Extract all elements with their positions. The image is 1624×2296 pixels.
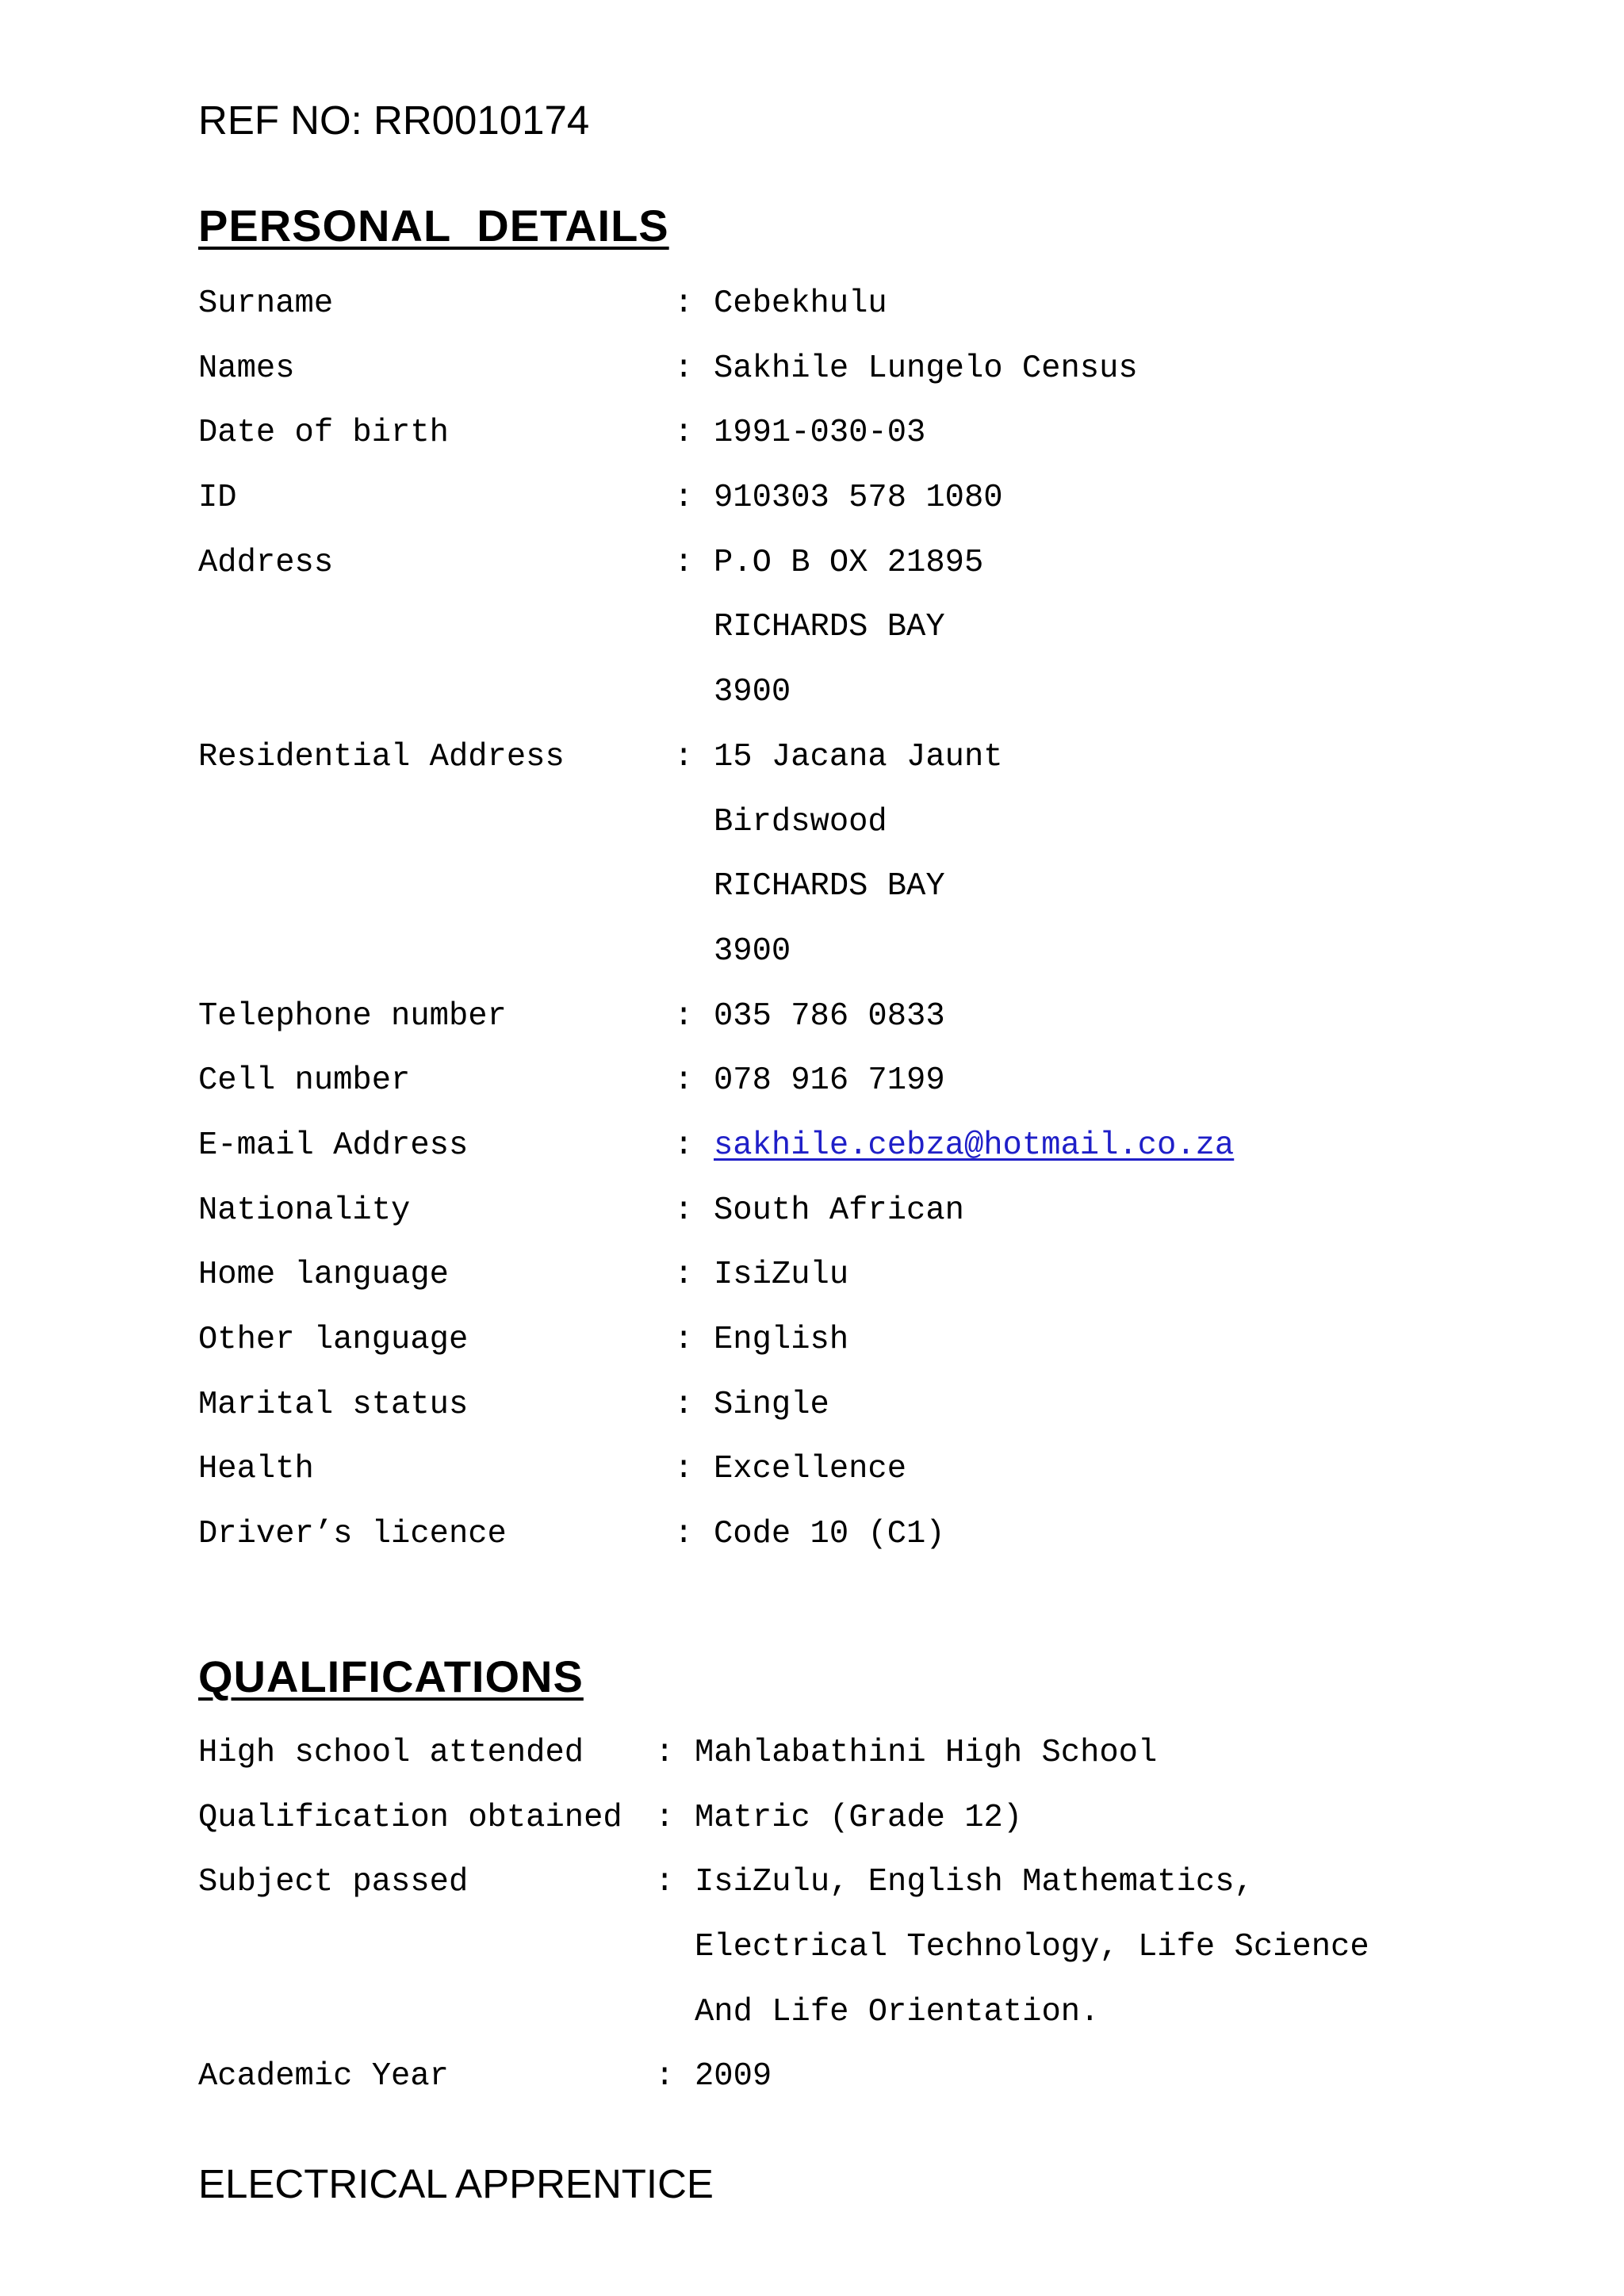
- subjects-line: And Life Orientation.: [695, 1993, 1100, 2030]
- health-value: Excellence: [714, 1451, 907, 1488]
- separator: :: [674, 738, 694, 775]
- residential-address-line: 3900: [714, 932, 791, 970]
- high-school-label: High school attended: [198, 1735, 584, 1771]
- dob-label: Date of birth: [198, 415, 449, 452]
- separator: :: [674, 1192, 694, 1229]
- drivers-licence-label: Driver’s licence: [198, 1516, 507, 1553]
- separator: :: [674, 1516, 694, 1553]
- telephone-value: 035 786 0833: [714, 997, 945, 1035]
- names-value: Sakhile Lungelo Census: [714, 350, 1138, 387]
- address-label: Address: [198, 544, 334, 581]
- qualification-label: Qualification obtained: [198, 1799, 622, 1836]
- reference-number: REF NO: RR0010174: [198, 98, 590, 143]
- cell-value: 078 916 7199: [714, 1062, 945, 1100]
- qualifications-heading: QUALIFICATIONS: [198, 1651, 584, 1701]
- separator: :: [674, 415, 694, 452]
- separator: :: [674, 1257, 694, 1294]
- names-label: Names: [198, 350, 295, 387]
- marital-status-label: Marital status: [198, 1386, 469, 1423]
- home-language-value: IsiZulu: [714, 1257, 849, 1294]
- high-school-value: Mahlabathini High School: [695, 1735, 1158, 1771]
- separator: :: [655, 2058, 675, 2095]
- personal-details-heading: PERSONAL DETAILS: [198, 201, 669, 251]
- email-link[interactable]: sakhile.cebza@hotmail.co.za: [714, 1127, 1235, 1164]
- id-value: 910303 578 1080: [714, 480, 1003, 517]
- address-line: 3900: [714, 674, 791, 711]
- electrical-apprentice-heading: ELECTRICAL APPRENTICE: [198, 2161, 714, 2206]
- home-language-label: Home language: [198, 1257, 449, 1294]
- residential-address-line: RICHARDS BAY: [714, 868, 945, 905]
- drivers-licence-value: Code 10 (C1): [714, 1516, 945, 1553]
- residential-address-line: Birdswood: [714, 803, 887, 840]
- dob-value: 1991-030-03: [714, 415, 926, 452]
- separator: :: [674, 1127, 694, 1164]
- nationality-label: Nationality: [198, 1192, 411, 1229]
- other-language-value: English: [714, 1322, 849, 1358]
- marital-status-value: Single: [714, 1386, 829, 1423]
- separator: :: [674, 1386, 694, 1423]
- surname-value: Cebekhulu: [714, 285, 887, 322]
- separator: :: [674, 544, 694, 581]
- surname-label: Surname: [198, 285, 334, 322]
- separator: :: [674, 1322, 694, 1358]
- email-label: E-mail Address: [198, 1127, 469, 1164]
- academic-year-label: Academic Year: [198, 2058, 449, 2095]
- separator: :: [674, 997, 694, 1035]
- nationality-value: South African: [714, 1192, 964, 1229]
- subjects-line: IsiZulu, English Mathematics,: [695, 1864, 1254, 1901]
- separator: :: [674, 350, 694, 387]
- separator: :: [655, 1864, 675, 1901]
- separator: :: [674, 480, 694, 517]
- health-label: Health: [198, 1451, 314, 1488]
- separator: :: [674, 1062, 694, 1100]
- cell-label: Cell number: [198, 1062, 411, 1100]
- telephone-label: Telephone number: [198, 997, 507, 1035]
- subjects-label: Subject passed: [198, 1864, 469, 1901]
- address-line: RICHARDS BAY: [714, 609, 945, 646]
- id-label: ID: [198, 480, 237, 517]
- separator: :: [674, 1451, 694, 1488]
- separator: :: [655, 1735, 675, 1771]
- separator: :: [674, 285, 694, 322]
- subjects-line: Electrical Technology, Life Science: [695, 1929, 1369, 1966]
- residential-address-label: Residential Address: [198, 738, 565, 775]
- address-line: P.O B OX 21895: [714, 544, 984, 581]
- qualification-value: Matric (Grade 12): [695, 1799, 1023, 1836]
- separator: :: [655, 1799, 675, 1836]
- residential-address-line: 15 Jacana Jaunt: [714, 738, 1003, 775]
- other-language-label: Other language: [198, 1322, 469, 1358]
- academic-year-value: 2009: [695, 2058, 772, 2095]
